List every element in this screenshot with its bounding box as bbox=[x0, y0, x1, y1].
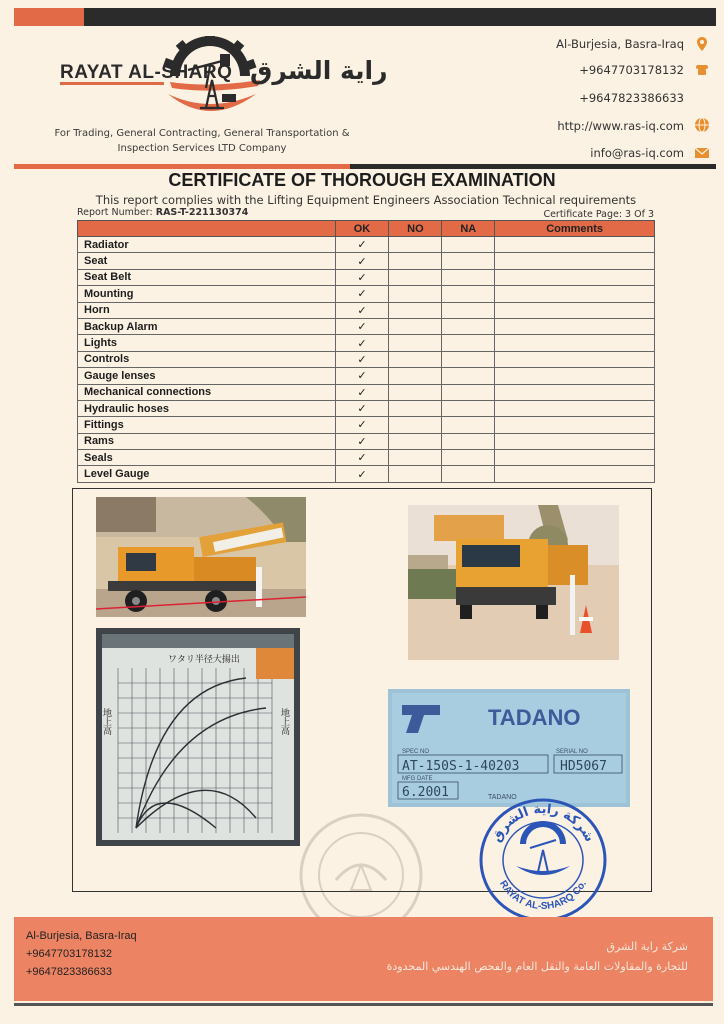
header-ok: OK bbox=[335, 221, 389, 237]
load-chart-title: ワタリ半径大揚出 bbox=[168, 655, 240, 665]
checklist-no-cell bbox=[389, 368, 442, 384]
header-item bbox=[78, 221, 336, 237]
table-row bbox=[78, 335, 655, 351]
checklist-item-label: Seat Belt bbox=[78, 269, 336, 285]
nameplate-brand: TADANO bbox=[488, 705, 581, 730]
checklist-no-cell bbox=[389, 417, 442, 433]
contact-address: Al-Burjesia, Basra-Iraq bbox=[556, 37, 684, 51]
footer-arabic-name: شركة راية الشرق bbox=[606, 940, 688, 953]
nameplate-date-label: MFG DATE bbox=[402, 776, 433, 782]
table-row bbox=[78, 384, 655, 400]
checklist-ok-cell: ✓ bbox=[335, 368, 389, 384]
checklist-na-cell bbox=[442, 400, 495, 416]
checklist-ok-cell: ✓ bbox=[335, 466, 389, 482]
checklist-no-cell bbox=[389, 269, 442, 285]
checklist-comments-cell bbox=[495, 318, 655, 334]
checklist-item-label: Mechanical connections bbox=[78, 384, 336, 400]
checklist-na-cell bbox=[442, 237, 495, 253]
table-row bbox=[78, 466, 655, 482]
certificate-title: CERTIFICATE OF THOROUGH EXAMINATION bbox=[168, 170, 556, 190]
nameplate-serial-label: SERIAL NO bbox=[556, 749, 588, 755]
checklist-item-label: Mounting bbox=[78, 286, 336, 302]
footer-phone-1: +9647703178132 bbox=[26, 948, 112, 960]
checklist-ok-cell: ✓ bbox=[335, 351, 389, 367]
top-bar-accent bbox=[14, 8, 84, 26]
checklist-comments-cell bbox=[495, 269, 655, 285]
checklist-item-label: Fittings bbox=[78, 417, 336, 433]
company-stamp bbox=[476, 796, 610, 924]
checklist-comments-cell bbox=[495, 237, 655, 253]
bottom-rule bbox=[14, 1003, 713, 1006]
checklist-na-cell bbox=[442, 351, 495, 367]
location-pin-icon bbox=[694, 36, 710, 52]
contact-phone-2: +9647823386633 bbox=[579, 91, 684, 105]
checklist-na-cell bbox=[442, 318, 495, 334]
checklist-na-cell bbox=[442, 286, 495, 302]
checklist-na-cell bbox=[442, 450, 495, 466]
nameplate-spec-label: SPEC NO bbox=[402, 749, 430, 755]
table-row bbox=[78, 368, 655, 384]
checklist-comments-cell bbox=[495, 450, 655, 466]
checklist-item-label: Backup Alarm bbox=[78, 318, 336, 334]
load-chart-side-left: 地上高 bbox=[101, 708, 111, 735]
table-row bbox=[78, 302, 655, 318]
checklist-na-cell bbox=[442, 368, 495, 384]
checklist-no-cell bbox=[389, 433, 442, 449]
load-chart-side-right: 地上高 bbox=[279, 708, 289, 735]
checklist-comments-cell bbox=[495, 433, 655, 449]
checklist-item-label: Controls bbox=[78, 351, 336, 367]
company-name-latin: RAYAT AL-SHARQ bbox=[60, 62, 233, 83]
contact-email: info@ras-iq.com bbox=[590, 146, 684, 160]
nameplate-spec-value: AT-150S-1-40203 bbox=[402, 759, 520, 774]
checklist-item-label: Seals bbox=[78, 450, 336, 466]
checklist-na-cell bbox=[442, 466, 495, 482]
checklist-comments-cell bbox=[495, 368, 655, 384]
header-na: NA bbox=[442, 221, 495, 237]
checklist-no-cell bbox=[389, 450, 442, 466]
table-row bbox=[78, 450, 655, 466]
checklist-na-cell bbox=[442, 417, 495, 433]
checklist-na-cell bbox=[442, 302, 495, 318]
checklist-no-cell bbox=[389, 384, 442, 400]
footer-phone-2: +9647823386633 bbox=[26, 966, 112, 978]
table-row bbox=[78, 253, 655, 269]
footer-arabic-description: للتجارة والمقاولات العامة والنقل العام والفحص الهندسي المحدودة bbox=[386, 960, 688, 973]
nameplate-serial-value: HD5067 bbox=[560, 759, 607, 774]
nameplate-date-value: 6.2001 bbox=[402, 785, 449, 800]
stamp-latin-text: RAYAT AL-SHARQ Co. bbox=[497, 878, 589, 913]
table-row bbox=[78, 286, 655, 302]
report-number-value: RAS-T-221130374 bbox=[155, 207, 249, 218]
certificate-subtitle: This report complies with the Lifting Equipment Engineers Association Technical requirements bbox=[95, 193, 637, 207]
checklist-item-label: Level Gauge bbox=[78, 466, 336, 482]
checklist-no-cell bbox=[389, 466, 442, 482]
checklist-comments-cell bbox=[495, 253, 655, 269]
table-row bbox=[78, 351, 655, 367]
checklist-ok-cell: ✓ bbox=[335, 417, 389, 433]
checklist-item-label: Lights bbox=[78, 335, 336, 351]
checklist-no-cell bbox=[389, 351, 442, 367]
table-row bbox=[78, 417, 655, 433]
checklist-na-cell bbox=[442, 384, 495, 400]
checklist-comments-cell bbox=[495, 400, 655, 416]
checklist-item-label: Horn bbox=[78, 302, 336, 318]
telephone-icon bbox=[694, 61, 710, 77]
checklist-ok-cell: ✓ bbox=[335, 384, 389, 400]
header-divider-dark bbox=[350, 164, 716, 169]
company-name-arabic: راية الشرق bbox=[250, 56, 388, 85]
checklist-ok-cell: ✓ bbox=[335, 237, 389, 253]
table-row bbox=[78, 400, 655, 416]
checklist-ok-cell: ✓ bbox=[335, 269, 389, 285]
checklist-item-label: Seat bbox=[78, 253, 336, 269]
checklist-item-label: Rams bbox=[78, 433, 336, 449]
checklist-no-cell bbox=[389, 335, 442, 351]
checklist-item-label: Hydraulic hoses bbox=[78, 400, 336, 416]
header-comments: Comments bbox=[495, 221, 655, 237]
checklist-ok-cell: ✓ bbox=[335, 302, 389, 318]
checklist-no-cell bbox=[389, 237, 442, 253]
checklist-na-cell bbox=[442, 433, 495, 449]
checklist-no-cell bbox=[389, 400, 442, 416]
report-number-label: Report Number: bbox=[77, 207, 153, 218]
checklist-comments-cell bbox=[495, 286, 655, 302]
checklist-comments-cell bbox=[495, 384, 655, 400]
stamp-arabic-text: شركة راية الشرق bbox=[489, 801, 597, 845]
top-bar bbox=[14, 8, 716, 26]
company-tagline: For Trading, General Contracting, General Transportation & Inspection Services LTD Company bbox=[54, 128, 350, 154]
checklist-ok-cell: ✓ bbox=[335, 253, 389, 269]
checklist-comments-cell bbox=[495, 417, 655, 433]
footer-address: Al-Burjesia, Basra-Iraq bbox=[26, 930, 137, 942]
table-row bbox=[78, 318, 655, 334]
checklist-ok-cell: ✓ bbox=[335, 450, 389, 466]
checklist-no-cell bbox=[389, 286, 442, 302]
checklist-no-cell bbox=[389, 318, 442, 334]
crane-truck-photo-side bbox=[96, 497, 306, 617]
checklist-ok-cell: ✓ bbox=[335, 335, 389, 351]
checklist-comments-cell bbox=[495, 466, 655, 482]
header-divider-orange bbox=[14, 164, 350, 169]
checklist-na-cell bbox=[442, 253, 495, 269]
checklist-ok-cell: ✓ bbox=[335, 433, 389, 449]
checklist-no-cell bbox=[389, 253, 442, 269]
checklist-na-cell bbox=[442, 269, 495, 285]
contact-website: http://www.ras-iq.com bbox=[557, 119, 684, 133]
table-row bbox=[78, 433, 655, 449]
table-header-row bbox=[78, 221, 655, 237]
table-row bbox=[78, 237, 655, 253]
checklist-no-cell bbox=[389, 302, 442, 318]
contact-phone-1: +9647703178132 bbox=[579, 63, 684, 77]
envelope-icon bbox=[694, 145, 710, 161]
checklist-ok-cell: ✓ bbox=[335, 400, 389, 416]
report-number bbox=[77, 207, 248, 218]
checklist-ok-cell: ✓ bbox=[335, 318, 389, 334]
checklist-item-label: Radiator bbox=[78, 237, 336, 253]
checklist-comments-cell bbox=[495, 302, 655, 318]
crane-truck-photo-front bbox=[408, 505, 619, 660]
checklist-na-cell bbox=[442, 335, 495, 351]
checklist-item-label: Gauge lenses bbox=[78, 368, 336, 384]
checklist-comments-cell bbox=[495, 351, 655, 367]
company-logo bbox=[60, 36, 360, 136]
header-no: NO bbox=[389, 221, 442, 237]
certificate-page: Certificate Page: 3 Of 3 bbox=[543, 209, 654, 220]
checklist-comments-cell bbox=[495, 335, 655, 351]
nameplate-footer-brand: TADANO bbox=[488, 794, 517, 801]
inspection-checklist-table bbox=[77, 220, 655, 483]
globe-icon bbox=[694, 117, 710, 133]
load-chart-photo bbox=[96, 628, 300, 846]
checklist-ok-cell: ✓ bbox=[335, 286, 389, 302]
tadano-nameplate-photo bbox=[388, 689, 630, 807]
table-row bbox=[78, 269, 655, 285]
